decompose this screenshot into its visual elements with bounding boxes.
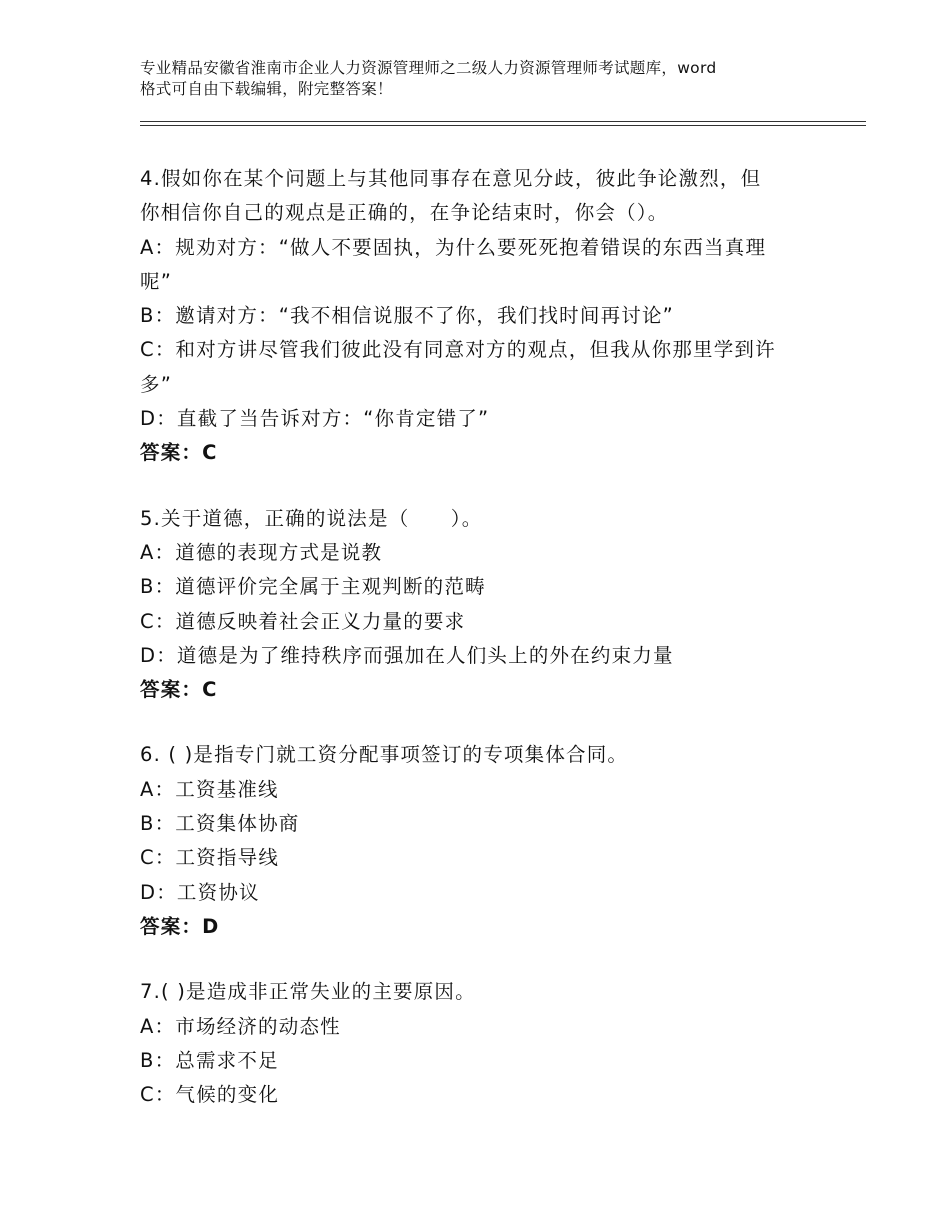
option-d: D：道德是为了维持秩序而强加在人们头上的外在约束力量 bbox=[140, 643, 674, 667]
question-stem: 7.( )是造成非正常失业的主要原因。 bbox=[140, 980, 476, 1004]
header-line-1: 专业精品安徽省淮南市企业人力资源管理师之二级人力资源管理师考试题库，word bbox=[140, 59, 717, 77]
option-a: A：工资基准线 bbox=[140, 777, 279, 801]
header-rule-top bbox=[140, 121, 866, 122]
option-b: B：总需求不足 bbox=[140, 1048, 279, 1072]
document-header bbox=[140, 58, 830, 100]
header-rule-bottom bbox=[140, 125, 866, 126]
option-a: A：规劝对方：“做人不要固执，为什么要死死抱着错误的东西当真理 bbox=[140, 235, 767, 259]
option-a-continued: 呢” bbox=[140, 269, 173, 293]
option-c-continued: 多” bbox=[140, 372, 173, 396]
option-b: B：邀请对方：“我不相信说服不了你，我们找时间再讨论” bbox=[140, 304, 674, 328]
answer-label: 答案：C bbox=[140, 441, 218, 465]
option-c: C：工资指导线 bbox=[140, 846, 280, 870]
option-a: A：道德的表现方式是说教 bbox=[140, 540, 383, 564]
answer-label: 答案：C bbox=[140, 678, 218, 702]
option-c: C：道德反映着社会正义力量的要求 bbox=[140, 609, 466, 633]
question-list bbox=[140, 162, 820, 1112]
question-stem: 你相信你自己的观点是正确的，在争论结束时，你会（）。 bbox=[140, 201, 669, 225]
question-stem: 5.关于道德，正确的说法是（ ）。 bbox=[140, 506, 483, 530]
option-d: D：工资协议 bbox=[140, 880, 260, 904]
question-7 bbox=[140, 975, 820, 1112]
option-b: B：道德评价完全属于主观判断的范畴 bbox=[140, 575, 486, 599]
question-6 bbox=[140, 738, 820, 944]
option-d: D：直截了当告诉对方：“你肯定错了” bbox=[140, 407, 490, 431]
question-4 bbox=[140, 162, 820, 471]
question-stem: 6. ( )是指专门就工资分配事项签订的专项集体合同。 bbox=[140, 743, 629, 767]
answer-label: 答案：D bbox=[140, 914, 220, 938]
header-line-2: 格式可自由下载编辑，附完整答案！ bbox=[140, 80, 393, 98]
option-a: A：市场经济的动态性 bbox=[140, 1014, 341, 1038]
option-b: B：工资集体协商 bbox=[140, 812, 300, 836]
question-5 bbox=[140, 502, 820, 708]
option-c: C：和对方讲尽管我们彼此没有同意对方的观点，但我从你那里学到许 bbox=[140, 338, 776, 362]
question-stem: 4.假如你在某个问题上与其他同事存在意见分歧，彼此争论激烈，但 bbox=[140, 167, 762, 190]
option-c: C：气候的变化 bbox=[140, 1083, 280, 1107]
